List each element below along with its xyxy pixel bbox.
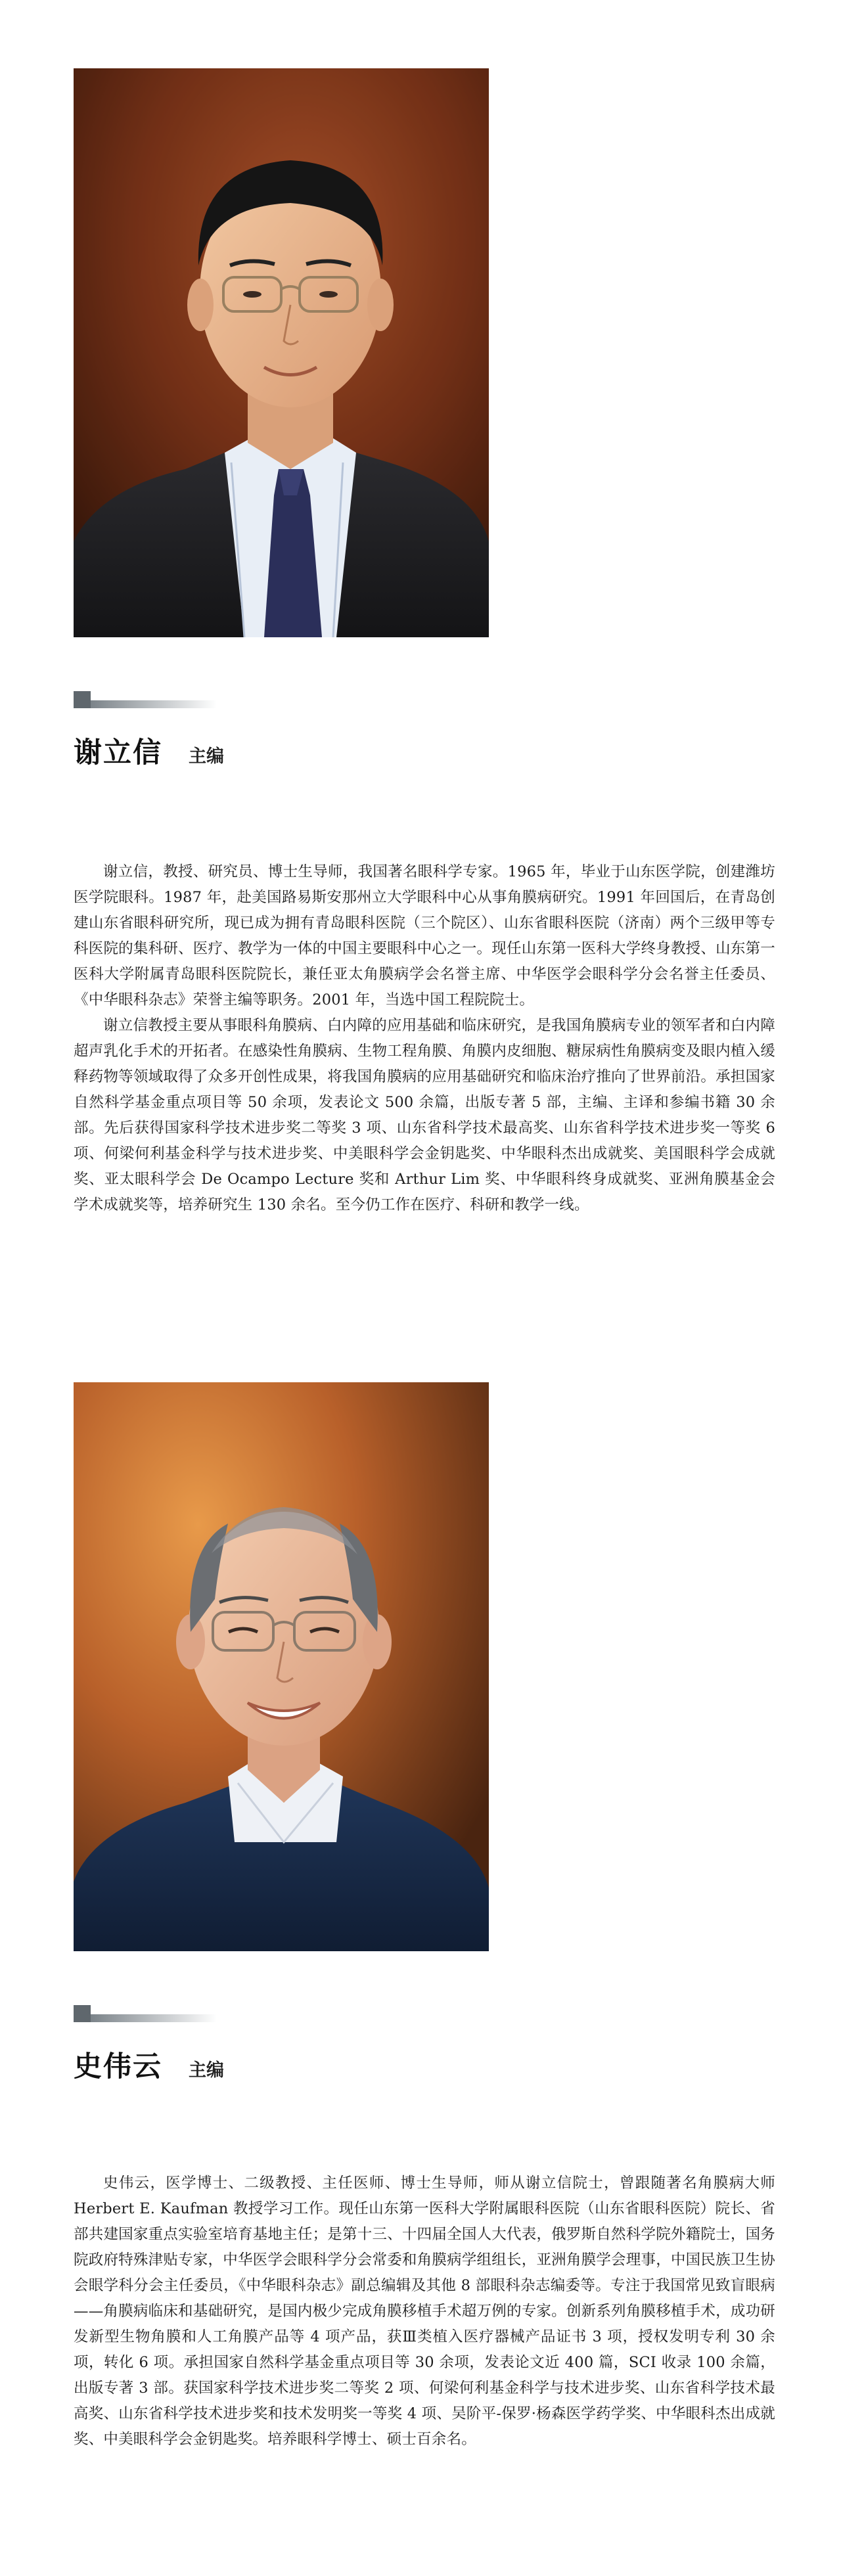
- name-heading: [74, 2045, 224, 2085]
- person-name: 史伟云: [74, 2050, 162, 2083]
- portrait-man-sweater-icon: [74, 1382, 489, 1951]
- bio-paragraph: 谢立信教授主要从事眼科角膜病、白内障的应用基础和临床研究，是我国角膜病专业的领军者和白内障超声乳化手术的开拓者。在感染性角膜病、生物工程角膜、角膜内皮细胞、糖尿病性角膜病变及眼内植入缓释药物等领域取得了众多开创性成果，将我国角膜病的应用基础研究和临床治疗推向了世界前沿。承担国家自然科学基金重点项目等 50 余项，发表论文 500 余篇，出版专著 5 部，主编、主译和参编书籍 30 余部。先后获得国家科学技术进步奖二等奖 3 项、山东省科学技术最高奖、山东省科学技术进步奖一等奖 6 项、何梁何利基金科学与技术进步奖、中美眼科学会金钥匙奖、中华眼科杰出成就奖、美国眼科学会成就奖、亚太眼科学会 De Ocampo Lecture 奖和 Arthur Lim 奖、中华眼科终身成就奖、亚洲角膜基金会学术成就奖等，培养研究生 130 余名。至今仍工作在医疗、科研和教学一线。: [74, 1017, 775, 1213]
- portrait-photo-shi-weiyun: [74, 1382, 489, 1951]
- person-role: 主编: [189, 2060, 224, 2081]
- bio-paragraph: 史伟云，医学博士、二级教授、主任医师、博士生导师，师从谢立信院士，曾跟随著名角膜病大师 Herbert E. Kaufman 教授学习工作。现任山东第一医科大学附属眼科医院（山东省眼科医院）院长、省部共建国家重点实验室培育基地主任；是第十三、十四届全国人大代表，俄罗斯自然科学院外籍院士，国务院政府特殊津贴专家，中华医学会眼科学分会常委和角膜病学组组长，亚洲角膜学会理事，中国民族卫生协会眼学科分会主任委员，《中华眼科杂志》副总编辑及其他 8 部眼科杂志编委等。专注于我国常见致盲眼病——角膜病临床和基础研究，是国内极少完成角膜移植手术超万例的专家。创新系列角膜移植手术，成功研发新型生物角膜和人工角膜产品等 4 项产品，获Ⅲ类植入医疗器械产品证书 3 项，授权发明专利 30 余项，转化 6 项。承担国家自然科学基金重点项目等 30 余项，发表论文近 400 篇，SCI 收录 100 余篇，出版专著 3 部。获国家科学技术进步奖二等奖 2 项、何梁何利基金科学与技术进步奖、山东省科学技术最高奖、山东省科学技术进步奖和技术发明奖一等奖 4 项、吴阶平-保罗·杨森医学药学奖、中华眼科杰出成就奖、中美眼科学会金钥匙奖。培养眼科学博士、硕士百余名。: [74, 2175, 775, 2448]
- biography: [74, 859, 775, 1218]
- person-name: 谢立信: [74, 736, 162, 769]
- person-role: 主编: [189, 746, 224, 767]
- name-heading: [74, 731, 224, 771]
- portrait-man-tie-icon: [74, 68, 489, 637]
- name-decoration-bar: [74, 691, 217, 708]
- biography: [74, 2171, 775, 2452]
- name-decoration-bar: [74, 2005, 217, 2022]
- bio-paragraph: 谢立信，教授、研究员、博士生导师，我国著名眼科学专家。1965 年，毕业于山东医学院，创建潍坊医学院眼科。1987 年，赴美国路易斯安那州立大学眼科中心从事角膜病研究。1991 年回国后，在青岛创建山东省眼科研究所，现已成为拥有青岛眼科医院（三个院区）、山东省眼科医院（济南）两个三级甲等专科医院的集科研、医疗、教学为一体的中国主要眼科中心之一。现任山东第一医科大学终身教授、山东第一医科大学附属青岛眼科医院院长，兼任亚太角膜病学会名誉主席、中华医学会眼科学分会名誉主任委员、《中华眼科杂志》荣誉主编等职务。2001 年，当选中国工程院院士。: [74, 863, 775, 1008]
- portrait-photo-xie-lixin: [74, 68, 489, 637]
